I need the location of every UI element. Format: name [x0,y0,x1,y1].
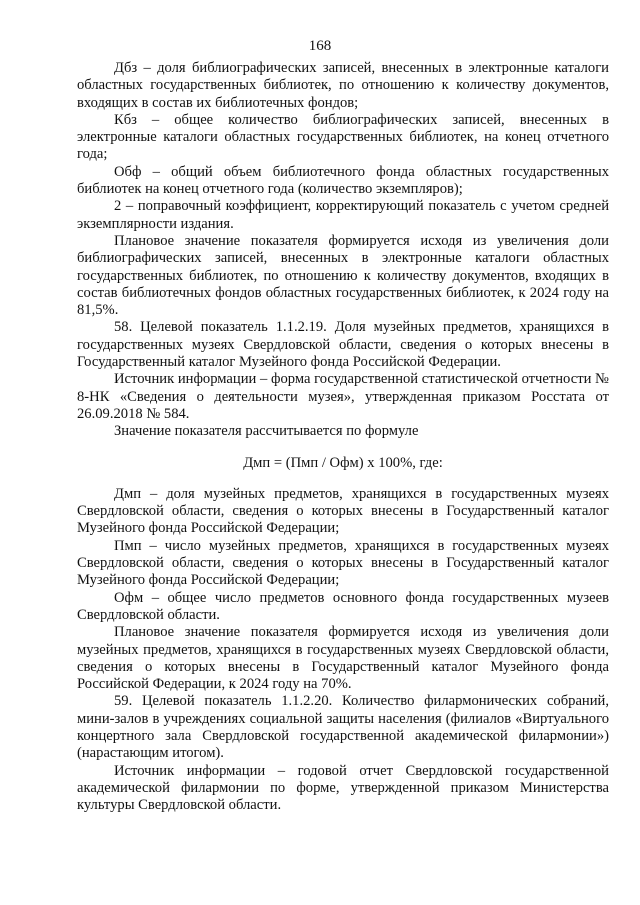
page-number: 168 [308,38,332,54]
paragraph-indicator-58: 58. Целевой показатель 1.1.2.19. Доля музейных предметов, хранящихся в государственных музеях Свердловской области, сведения о которых внесены в Государственный каталог Музейного фонда Российской Федерации. [77,319,609,371]
paragraph-obf-definition: Обф – общий объем библиотечного фонда областных государственных библиотек на конец отчетного года (количество экземпляров); [77,163,609,198]
formula-dmp: Дмп = (Пмп / Офм) х 100%, где: [243,454,443,471]
paragraph-planned-value-catalogs: Плановое значение показателя формируется исходя из увеличения доли библиографических записей, внесенных в электронные каталоги областных государственных библиотек, по отношению к количеству документов, входящих в состав библиотечных фондов областных государственных библиотек, к 2024 году на 81,5%. [77,232,609,319]
paragraph-formula-intro: Значение показателя рассчитывается по формуле [114,423,419,440]
paragraph-correction-coefficient: 2 – поправочный коэффициент, корректирующий показатель с учетом средней экземплярности издания. [77,198,609,232]
paragraph-planned-value-museums: Плановое значение показателя формируется исходя из увеличения доли музейных предметов, хранящихся в государственных музеях Свердловской области, сведения о которых внесены в Государственный каталог Музейного фонда Российской Федерации, к 2024 году на 70%. [77,624,609,693]
paragraph-source-8nk: Источник информации – форма государственной статистической отчетности № 8-НК «Сведения о деятельности музея», утвержденная приказом Росстата от 26.09.2018 № 584. [77,371,609,422]
paragraph-dmp-definition: Дмп – доля музейных предметов, хранящихся в государственных музеях Свердловской области, сведения о которых внесены в Государственный каталог Музейного фонда Российской Федерации; [77,485,609,537]
paragraph-kbz-definition: Кбз – общее количество библиографических записей, внесенных в электронные каталоги областных государственных библиотек, на конец отчетного года; [77,111,609,163]
paragraph-source-philharmonic: Источник информации – годовой отчет Свердловской государственной академической филармонии по форме, утвержденной приказом Министерства культуры Свердловской области. [77,762,609,814]
paragraph-indicator-59: 59. Целевой показатель 1.1.2.20. Количество филармонических собраний, мини-залов в учреждениях социальной защиты населения (филиалов «Виртуального концертного зала Свердловской государственной академической филармонии») (нарастающим итогом). [77,693,609,762]
paragraph-ofm-definition: Офм – общее число предметов основного фонда государственных музеев Свердловской области. [77,589,609,623]
document-body [77,60,609,814]
paragraph-pmp-definition: Пмп – число музейных предметов, хранящихся в государственных музеях Свердловской области, сведения о которых внесены в Государственный каталог Музейного фонда Российской Федерации; [77,537,609,589]
paragraph-dbz-definition: Дбз – доля библиографических записей, внесенных в электронные каталоги областных государственных библиотек, по отношению к количеству документов, входящих в состав их библиотечных фондов; [77,60,609,111]
